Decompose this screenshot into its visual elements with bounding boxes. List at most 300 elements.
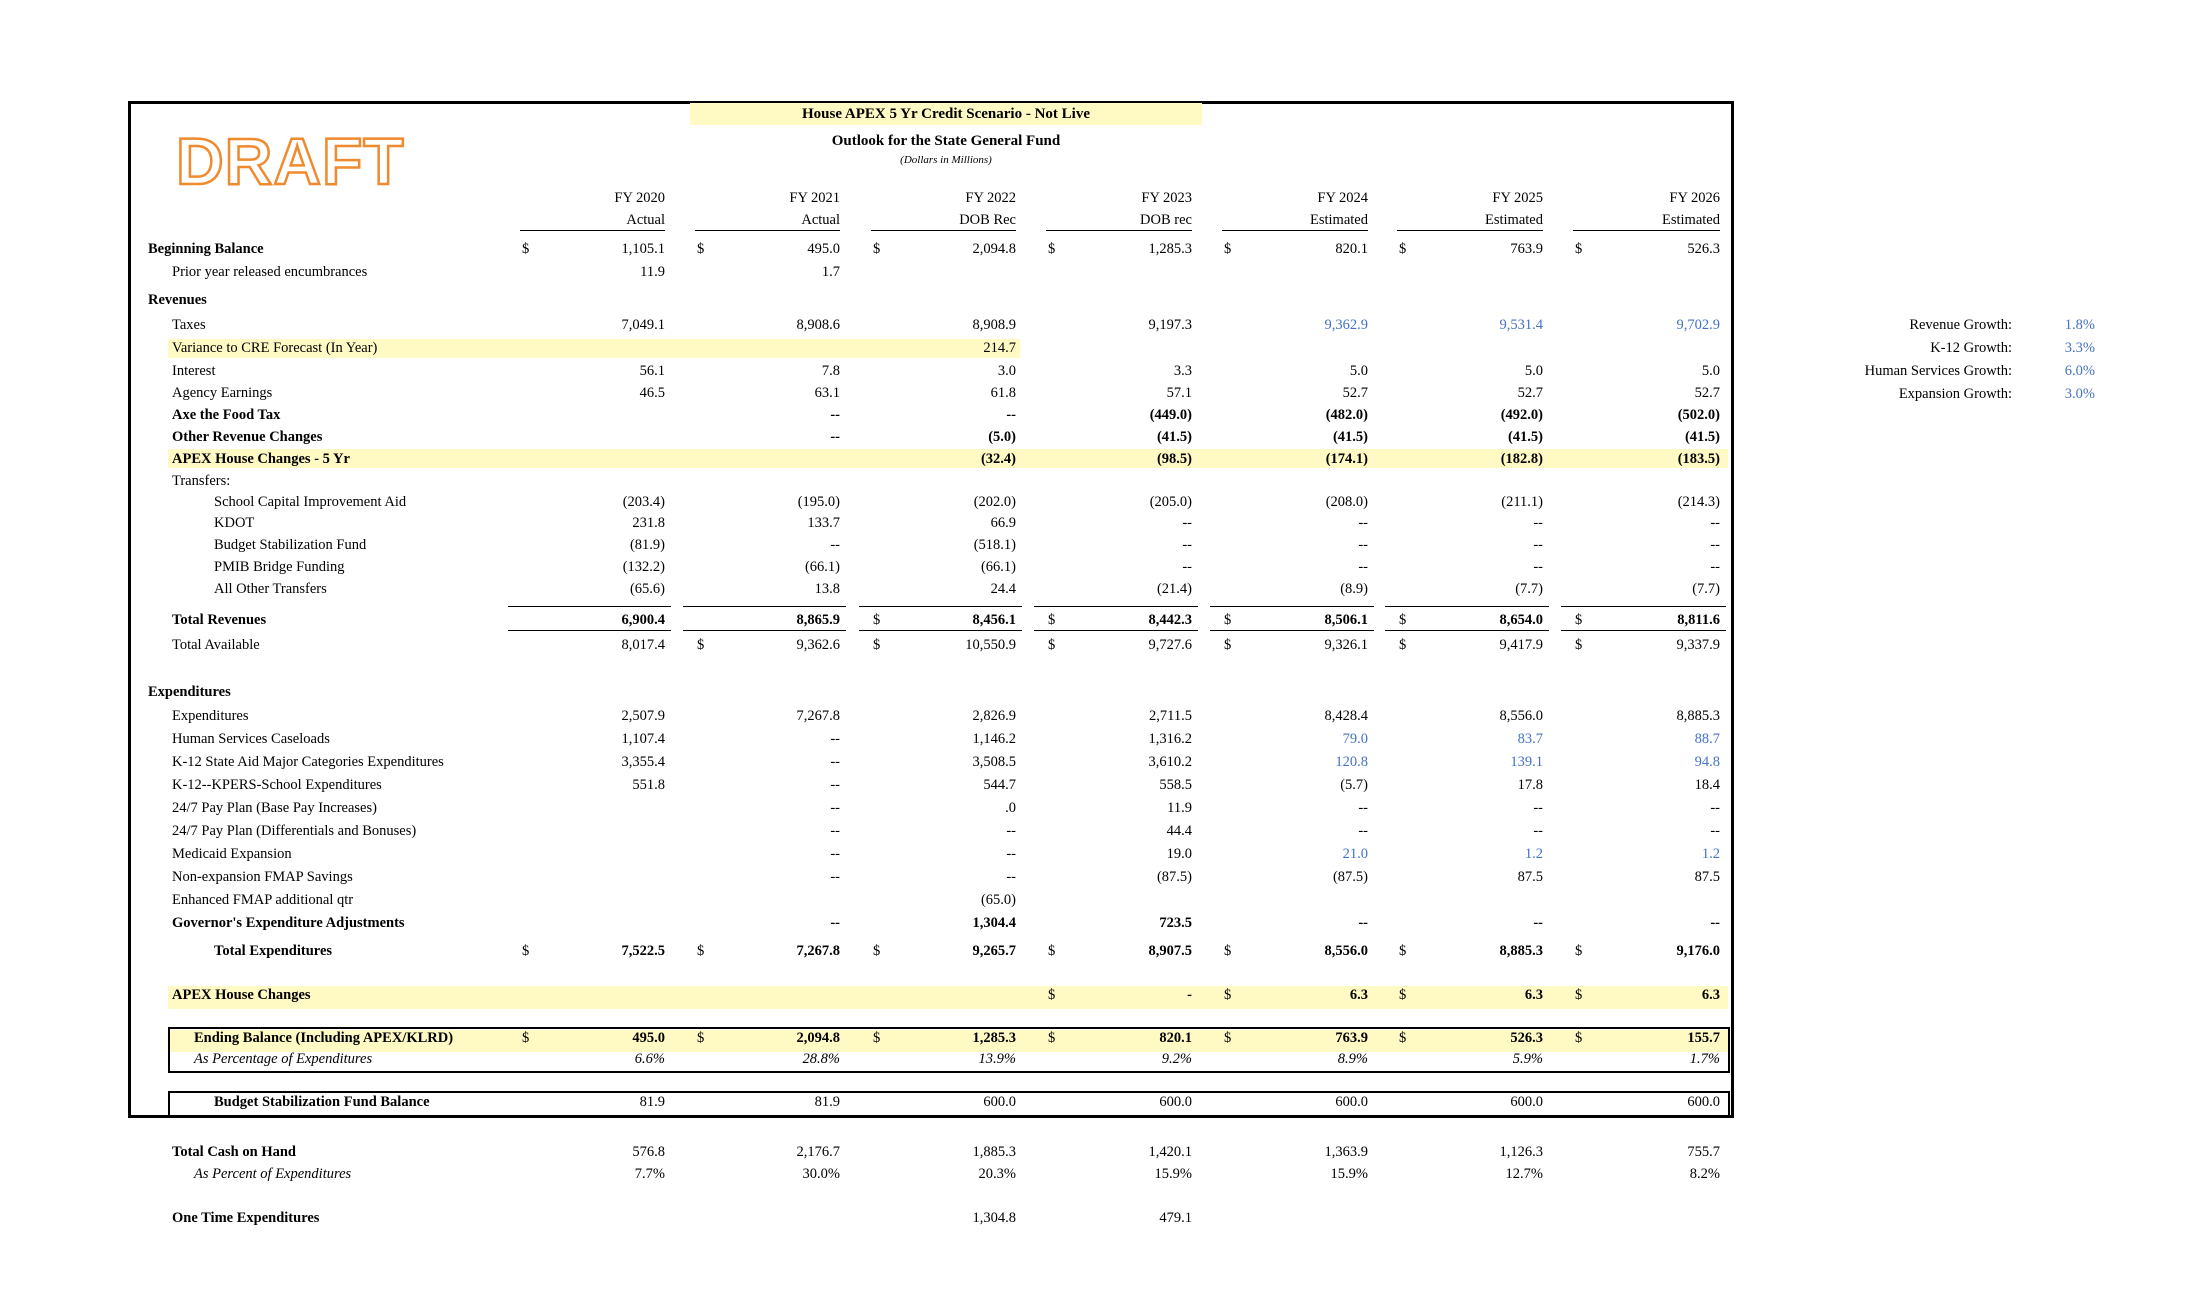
cell-value: 56.1 — [639, 363, 665, 379]
cell-value: 17.8 — [1517, 777, 1543, 793]
cell-value: -- — [830, 429, 840, 445]
currency-symbol: $ — [1224, 612, 1232, 628]
cell-value: 87.5 — [1517, 869, 1543, 885]
cell-value: 8,428.4 — [1324, 708, 1368, 724]
cell-value: -- — [830, 800, 840, 816]
column-type: Actual — [626, 212, 665, 228]
ending-balance-box — [168, 1027, 1730, 1073]
row-label-one-time: One Time Expenditures — [172, 1210, 320, 1226]
cell-value: (87.5) — [1156, 869, 1192, 885]
cell-value: 57.1 — [1166, 385, 1192, 401]
cell-value: 8,865.9 — [796, 612, 840, 628]
cell-value: (182.8) — [1500, 451, 1543, 467]
cell-value: 495.0 — [807, 241, 840, 257]
cell-value: 479.1 — [1159, 1210, 1192, 1226]
cell-value: 81.9 — [814, 1094, 840, 1110]
row-label-k12-kpers: K-12--KPERS-School Expenditures — [172, 777, 382, 793]
cell-value: 9,362.9 — [1324, 317, 1368, 333]
units-note: (Dollars in Millions) — [900, 154, 992, 166]
currency-symbol: $ — [873, 241, 881, 257]
cell-value: 1,285.3 — [972, 1030, 1016, 1046]
cell-value: 79.0 — [1342, 731, 1368, 747]
total-revenue-rule-bottom — [859, 630, 1022, 631]
row-label-total-revenues: Total Revenues — [172, 612, 267, 628]
cell-value: (41.5) — [1684, 429, 1720, 445]
cell-value: (87.5) — [1332, 869, 1368, 885]
cell-value: -- — [1710, 800, 1720, 816]
total-revenue-rule-top — [683, 606, 846, 607]
currency-symbol: $ — [1575, 943, 1583, 959]
currency-symbol: $ — [1048, 637, 1056, 653]
row-label-prior-year: Prior year released encumbrances — [172, 264, 368, 280]
total-revenue-rule-bottom — [683, 630, 846, 631]
cell-value: 5.0 — [1349, 363, 1368, 379]
cell-value: 1,107.4 — [621, 731, 665, 747]
cell-value: (183.5) — [1677, 451, 1720, 467]
cell-value: 1,420.1 — [1148, 1144, 1192, 1160]
row-label-medicaid: Medicaid Expansion — [172, 846, 292, 862]
cell-value: 1.7 — [821, 264, 840, 280]
column-header-underline — [520, 230, 665, 231]
currency-symbol: $ — [1048, 943, 1056, 959]
row-label-pct-cash: As Percent of Expenditures — [194, 1166, 352, 1182]
row-label-total-exp: Total Expenditures — [214, 943, 333, 959]
currency-symbol: $ — [873, 637, 881, 653]
currency-symbol: $ — [1399, 1030, 1407, 1046]
cell-value: .0 — [1005, 800, 1016, 816]
cell-value: 63.1 — [814, 385, 840, 401]
cell-value: -- — [830, 846, 840, 862]
cell-value: 9,326.1 — [1324, 637, 1368, 653]
currency-symbol: $ — [1224, 1030, 1232, 1046]
currency-symbol: $ — [1224, 943, 1232, 959]
row-label-fmap-savings: Non-expansion FMAP Savings — [172, 869, 353, 885]
growth-label: Human Services Growth: — [1864, 363, 2012, 379]
column-header-underline — [1397, 230, 1543, 231]
total-revenue-rule-bottom — [1385, 630, 1549, 631]
cell-value: 81.9 — [639, 1094, 665, 1110]
total-revenue-rule-top — [1561, 606, 1726, 607]
currency-symbol: $ — [873, 943, 881, 959]
row-label-gov-adj: Governor's Expenditure Adjustments — [172, 915, 405, 931]
cell-value: (98.5) — [1156, 451, 1192, 467]
cell-value: 52.7 — [1694, 385, 1720, 401]
cell-value: 600.0 — [1335, 1094, 1368, 1110]
currency-symbol: $ — [697, 241, 705, 257]
row-label-expenditures: Expenditures — [172, 708, 249, 724]
column-type: DOB Rec — [959, 212, 1016, 228]
row-label-pay-base: 24/7 Pay Plan (Base Pay Increases) — [172, 800, 377, 816]
cell-value: (203.4) — [622, 494, 665, 510]
row-label-ending-balance: Ending Balance (Including APEX/KLRD) — [194, 1030, 454, 1046]
currency-symbol: $ — [1048, 1030, 1056, 1046]
currency-symbol: $ — [522, 241, 530, 257]
cell-value: 600.0 — [1687, 1094, 1720, 1110]
currency-symbol: $ — [1224, 241, 1232, 257]
cell-value: -- — [1006, 407, 1016, 423]
cell-value: -- — [830, 869, 840, 885]
cell-value: 9,417.9 — [1499, 637, 1543, 653]
cell-value: 155.7 — [1687, 1030, 1720, 1046]
currency-symbol: $ — [697, 1030, 705, 1046]
cell-value: 1,126.3 — [1499, 1144, 1543, 1160]
cell-value: (174.1) — [1325, 451, 1368, 467]
cell-value: (21.4) — [1156, 581, 1192, 597]
cell-value: 1,285.3 — [1148, 241, 1192, 257]
cell-value: -- — [830, 777, 840, 793]
cell-value: 8,885.3 — [1676, 708, 1720, 724]
cell-value: 9,265.7 — [972, 943, 1016, 959]
draft-watermark: DRAFT — [176, 124, 405, 198]
cell-value: (7.7) — [1692, 581, 1720, 597]
currency-symbol: $ — [1224, 637, 1232, 653]
cell-value: 8,811.6 — [1677, 612, 1720, 628]
cell-value: 9.2% — [1161, 1051, 1192, 1067]
cell-value: -- — [1006, 846, 1016, 862]
cell-value: -- — [830, 731, 840, 747]
cell-value: (205.0) — [1149, 494, 1192, 510]
cell-value: 526.3 — [1510, 1030, 1543, 1046]
currency-symbol: $ — [1399, 637, 1407, 653]
row-label-food-tax: Axe the Food Tax — [172, 407, 281, 423]
cell-value: 3.3 — [1173, 363, 1192, 379]
cell-value: 9,362.6 — [796, 637, 840, 653]
cell-value: (41.5) — [1332, 429, 1368, 445]
currency-symbol: $ — [1048, 241, 1056, 257]
cell-value: 11.9 — [1167, 800, 1192, 816]
cell-value: 7,267.8 — [796, 708, 840, 724]
cell-value: 24.4 — [990, 581, 1016, 597]
cell-value: -- — [1533, 537, 1543, 553]
cell-value: 20.3% — [978, 1166, 1016, 1182]
row-label-beginning-balance: Beginning Balance — [148, 241, 264, 257]
row-label-apex-rev: APEX House Changes - 5 Yr — [172, 451, 350, 467]
cell-value: (195.0) — [797, 494, 840, 510]
cell-value: -- — [1533, 823, 1543, 839]
row-label-transfers: Transfers: — [172, 473, 231, 489]
cell-value: 11.9 — [640, 264, 665, 280]
total-revenue-rule-top — [1385, 606, 1549, 607]
cell-value: 214.7 — [983, 340, 1016, 356]
total-revenue-rule-top — [859, 606, 1022, 607]
cell-value: -- — [1710, 559, 1720, 575]
currency-symbol: $ — [873, 1030, 881, 1046]
cell-value: (5.7) — [1340, 777, 1368, 793]
cell-value: -- — [1533, 515, 1543, 531]
cell-value: 7,049.1 — [621, 317, 665, 333]
cell-value: -- — [1182, 515, 1192, 531]
cell-value: 231.8 — [632, 515, 665, 531]
currency-symbol: $ — [1399, 987, 1407, 1003]
cell-value: (41.5) — [1507, 429, 1543, 445]
cell-value: -- — [1006, 823, 1016, 839]
cell-value: 87.5 — [1694, 869, 1720, 885]
cell-value: 120.8 — [1335, 754, 1368, 770]
cell-value: 820.1 — [1159, 1030, 1192, 1046]
cell-value: -- — [830, 537, 840, 553]
cell-value: 8.2% — [1689, 1166, 1720, 1182]
row-label-school-capital: School Capital Improvement Aid — [214, 494, 407, 510]
column-year: FY 2020 — [614, 190, 665, 206]
cell-value: 6.3 — [1349, 987, 1368, 1003]
row-label-expenditures-hdr: Expenditures — [148, 684, 231, 700]
cell-value: 1,316.2 — [1148, 731, 1192, 747]
cell-value: -- — [830, 407, 840, 423]
cell-value: 13.9% — [978, 1051, 1016, 1067]
currency-symbol: $ — [697, 943, 705, 959]
cell-value: -- — [830, 823, 840, 839]
cell-value: 600.0 — [983, 1094, 1016, 1110]
column-type: Estimated — [1485, 212, 1543, 228]
cell-value: 1,146.2 — [972, 731, 1016, 747]
row-label-pmib: PMIB Bridge Funding — [214, 559, 345, 575]
cell-value: 2,507.9 — [621, 708, 665, 724]
row-label-other-rev: Other Revenue Changes — [172, 429, 323, 445]
row-label-taxes: Taxes — [172, 317, 206, 333]
column-header-underline — [871, 230, 1016, 231]
row-label-fmap-qtr: Enhanced FMAP additional qtr — [172, 892, 354, 908]
currency-symbol: $ — [1399, 943, 1407, 959]
cell-value: -- — [1358, 537, 1368, 553]
cell-value: 8,907.5 — [1148, 943, 1192, 959]
cell-value: 763.9 — [1510, 241, 1543, 257]
row-label-k12-aid: K-12 State Aid Major Categories Expenditures — [172, 754, 444, 770]
cell-value: 1,885.3 — [972, 1144, 1016, 1160]
total-revenue-rule-bottom — [1034, 630, 1198, 631]
cell-value: 52.7 — [1342, 385, 1368, 401]
growth-label: Revenue Growth: — [1909, 317, 2012, 333]
cell-value: 8,908.9 — [972, 317, 1016, 333]
cell-value: 7.7% — [634, 1166, 665, 1182]
currency-symbol: $ — [1224, 987, 1232, 1003]
cell-value: 723.5 — [1159, 915, 1192, 931]
currency-symbol: $ — [1399, 241, 1407, 257]
cell-value: 8,908.6 — [796, 317, 840, 333]
cell-value: -- — [1358, 915, 1368, 931]
cell-value: (202.0) — [973, 494, 1016, 510]
cell-value: (214.3) — [1677, 494, 1720, 510]
growth-value: 1.8% — [2064, 317, 2095, 333]
cell-value: 9,702.9 — [1676, 317, 1720, 333]
row-label-interest: Interest — [172, 363, 216, 379]
cell-value: 551.8 — [632, 777, 665, 793]
scenario-banner: House APEX 5 Yr Credit Scenario - Not Live — [690, 103, 1202, 125]
cell-value: 66.9 — [990, 515, 1016, 531]
cell-value: 576.8 — [632, 1144, 665, 1160]
cell-value: 9,531.4 — [1499, 317, 1543, 333]
row-label-cash-on-hand: Total Cash on Hand — [172, 1144, 296, 1160]
column-year: FY 2022 — [965, 190, 1016, 206]
cell-value: 133.7 — [807, 515, 840, 531]
column-year: FY 2023 — [1141, 190, 1192, 206]
row-label-agency: Agency Earnings — [172, 385, 273, 401]
cell-value: 8,654.0 — [1499, 612, 1543, 628]
cell-value: -- — [1710, 537, 1720, 553]
bsf-balance-box — [168, 1091, 1730, 1117]
cell-value: (211.1) — [1501, 494, 1543, 510]
cell-value: 5.0 — [1524, 363, 1543, 379]
cell-value: (65.0) — [980, 892, 1016, 908]
cell-value: 46.5 — [639, 385, 665, 401]
cell-value: 18.4 — [1694, 777, 1720, 793]
cell-value: 6.3 — [1524, 987, 1543, 1003]
cell-value: 1,105.1 — [621, 241, 665, 257]
cell-value: 15.9% — [1154, 1166, 1192, 1182]
cell-value: 8,556.0 — [1324, 943, 1368, 959]
cell-value: 1,363.9 — [1324, 1144, 1368, 1160]
cell-value: 6,900.4 — [621, 612, 665, 628]
cell-value: 600.0 — [1510, 1094, 1543, 1110]
currency-symbol: $ — [697, 637, 705, 653]
cell-value: 820.1 — [1335, 241, 1368, 257]
cell-value: -- — [830, 915, 840, 931]
row-label-pay-diff: 24/7 Pay Plan (Differentials and Bonuses) — [172, 823, 417, 839]
column-year: FY 2025 — [1492, 190, 1543, 206]
cell-value: 9,727.6 — [1148, 637, 1192, 653]
cell-value: (66.1) — [980, 559, 1016, 575]
column-year: FY 2026 — [1669, 190, 1720, 206]
cell-value: 544.7 — [983, 777, 1016, 793]
cell-value: -- — [1006, 869, 1016, 885]
cell-value: 15.9% — [1330, 1166, 1368, 1182]
growth-value: 3.3% — [2064, 340, 2095, 356]
cell-value: -- — [1710, 915, 1720, 931]
cell-value: (502.0) — [1677, 407, 1720, 423]
column-type: DOB rec — [1140, 212, 1192, 228]
growth-value: 6.0% — [2064, 363, 2095, 379]
cell-value: 9,176.0 — [1676, 943, 1720, 959]
row-label-total-available: Total Available — [172, 637, 260, 653]
cell-value: (81.9) — [629, 537, 665, 553]
cell-value: 3,355.4 — [621, 754, 665, 770]
currency-symbol: $ — [1575, 241, 1583, 257]
cell-value: 139.1 — [1510, 754, 1543, 770]
cell-value: 9,197.3 — [1148, 317, 1192, 333]
cell-value: (7.7) — [1515, 581, 1543, 597]
cell-value: -- — [1533, 915, 1543, 931]
currency-symbol: $ — [1399, 612, 1407, 628]
currency-symbol: $ — [522, 1030, 530, 1046]
cell-value: 7,522.5 — [621, 943, 665, 959]
row-label-pct-exp: As Percentage of Expenditures — [194, 1051, 373, 1067]
cell-value: 2,094.8 — [972, 241, 1016, 257]
currency-symbol: $ — [1048, 987, 1056, 1003]
row-label-other-transfers: All Other Transfers — [214, 581, 327, 597]
column-type: Actual — [801, 212, 840, 228]
cell-value: 52.7 — [1517, 385, 1543, 401]
cell-value: 7,267.8 — [796, 943, 840, 959]
column-type: Estimated — [1662, 212, 1720, 228]
cell-value: 1,304.4 — [972, 915, 1016, 931]
row-label-revenues: Revenues — [148, 292, 207, 308]
cell-value: (482.0) — [1325, 407, 1368, 423]
cell-value: 2,711.5 — [1149, 708, 1192, 724]
cell-value: 558.5 — [1159, 777, 1192, 793]
cell-value: (132.2) — [622, 559, 665, 575]
cell-value: 10,550.9 — [965, 637, 1016, 653]
currency-symbol: $ — [1575, 612, 1583, 628]
currency-symbol: $ — [1575, 637, 1583, 653]
cell-value: (65.6) — [629, 581, 665, 597]
report-title: Outlook for the State General Fund — [831, 133, 1061, 149]
currency-symbol: $ — [1575, 1030, 1583, 1046]
cell-value: 94.8 — [1694, 754, 1720, 770]
cell-value: (518.1) — [973, 537, 1016, 553]
cell-value: 28.8% — [802, 1051, 840, 1067]
cell-value: 61.8 — [990, 385, 1016, 401]
total-revenue-rule-top — [508, 606, 671, 607]
row-label-variance: Variance to CRE Forecast (In Year) — [172, 340, 378, 356]
cell-value: 755.7 — [1687, 1144, 1720, 1160]
cell-value: 3,508.5 — [972, 754, 1016, 770]
cell-value: (66.1) — [804, 559, 840, 575]
cell-value: -- — [1358, 515, 1368, 531]
total-revenue-rule-bottom — [1210, 630, 1374, 631]
currency-symbol: $ — [522, 943, 530, 959]
cell-value: 2,826.9 — [972, 708, 1016, 724]
cell-value: 7.8 — [821, 363, 840, 379]
cell-value: 763.9 — [1335, 1030, 1368, 1046]
cell-value: 44.4 — [1166, 823, 1192, 839]
cell-value: -- — [1358, 800, 1368, 816]
cell-value: 8.9% — [1337, 1051, 1368, 1067]
total-revenue-rule-top — [1034, 606, 1198, 607]
cell-value: (8.9) — [1340, 581, 1368, 597]
row-label-bsf-balance: Budget Stabilization Fund Balance — [214, 1094, 430, 1110]
cell-value: 6.6% — [634, 1051, 665, 1067]
cell-value: 1.7% — [1689, 1051, 1720, 1067]
cell-value: 21.0 — [1342, 846, 1368, 862]
column-header-underline — [1222, 230, 1368, 231]
cell-value: 19.0 — [1166, 846, 1192, 862]
cell-value: 1.2 — [1701, 846, 1720, 862]
row-label-apex-house: APEX House Changes — [172, 987, 311, 1003]
cell-value: (41.5) — [1156, 429, 1192, 445]
cell-value: (32.4) — [980, 451, 1016, 467]
cell-value: 1.2 — [1524, 846, 1543, 862]
cell-value: 9,337.9 — [1676, 637, 1720, 653]
cell-value: 8,442.3 — [1148, 612, 1192, 628]
column-header-underline — [695, 230, 840, 231]
cell-value: (208.0) — [1325, 494, 1368, 510]
cell-value: -- — [1182, 559, 1192, 575]
cell-value: (492.0) — [1500, 407, 1543, 423]
column-type: Estimated — [1310, 212, 1368, 228]
currency-symbol: $ — [1575, 987, 1583, 1003]
cell-value: 600.0 — [1159, 1094, 1192, 1110]
growth-label: K-12 Growth: — [1930, 340, 2012, 356]
cell-value: 6.3 — [1701, 987, 1720, 1003]
cell-value: -- — [1710, 823, 1720, 839]
column-header-underline — [1046, 230, 1192, 231]
growth-value: 3.0% — [2064, 386, 2095, 402]
cell-value: -- — [1533, 800, 1543, 816]
currency-symbol: $ — [873, 612, 881, 628]
cell-value: 2,094.8 — [796, 1030, 840, 1046]
cell-value: 8,456.1 — [972, 612, 1016, 628]
cell-value: -- — [1358, 823, 1368, 839]
cell-value: 1,304.8 — [972, 1210, 1016, 1226]
row-label-kdot: KDOT — [214, 515, 255, 531]
cell-value: 83.7 — [1517, 731, 1543, 747]
cell-value: -- — [1182, 537, 1192, 553]
cell-value: 495.0 — [632, 1030, 665, 1046]
growth-label: Expansion Growth: — [1898, 386, 2012, 402]
cell-value: -- — [830, 754, 840, 770]
total-revenue-rule-bottom — [508, 630, 671, 631]
cell-value: -- — [1358, 559, 1368, 575]
cell-value: 8,885.3 — [1499, 943, 1543, 959]
